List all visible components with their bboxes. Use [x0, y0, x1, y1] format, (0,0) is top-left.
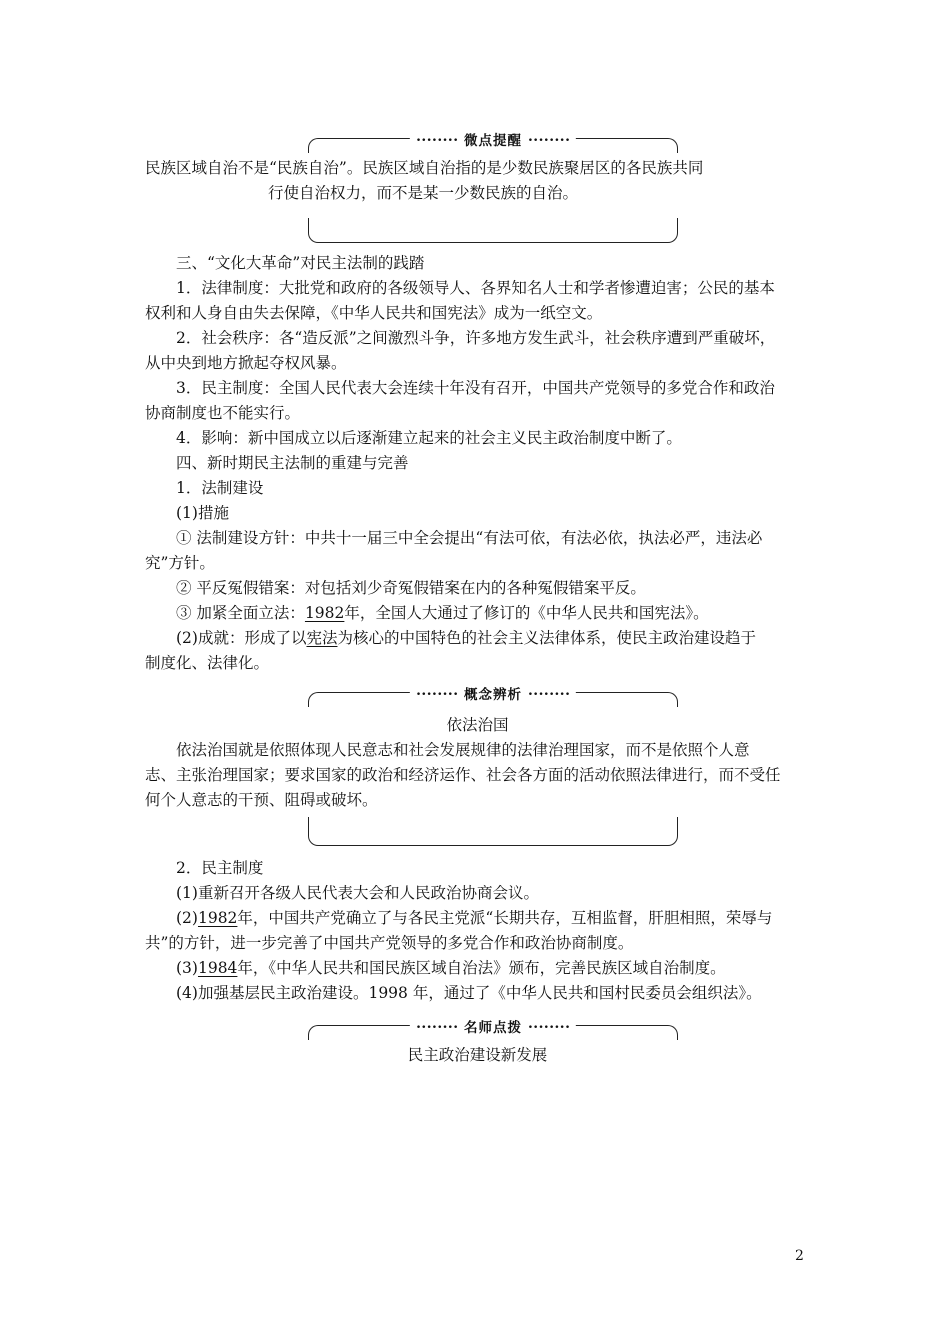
- paragraph-line: (4)加强基层民主政治建设。1998 年，通过了《中华人民共和国村民委员会组织法》。: [176, 984, 762, 1002]
- underlined-year: 1982: [304, 604, 345, 622]
- callout-frame-top: [308, 1020, 678, 1040]
- teacher-callout: [308, 1020, 678, 1045]
- callout-frame-top: [308, 687, 678, 707]
- paragraph-line: ① 法制建设方针：中共十一届三中全会提出“有法可依，有法必依，执法必严，违法必: [176, 529, 763, 547]
- paragraph-line: ③ 加紧全面立法：1982年，全国人大通过了修订的《中华人民共和国宪法》。: [176, 604, 709, 622]
- section-heading: 四、新时期民主法制的重建与完善: [176, 454, 409, 472]
- paragraph-line: 2．社会秩序：各“造反派”之间激烈斗争，许多地方发生武斗，社会秩序遭到严重破坏，: [176, 329, 776, 347]
- callout-frame-bottom: [308, 218, 678, 243]
- paragraph-line: (1)措施: [176, 504, 229, 522]
- paragraph-line: (3)1984年，《中华人民共和国民族区域自治法》颁布，完善民族区域自治制度。: [176, 959, 726, 977]
- callout-label: •••••••• 名师点拨 ••••••••: [410, 1016, 576, 1036]
- paragraph-line: ② 平反冤假错案：对包括刘少奇冤假错案在内的各种冤假错案平反。: [176, 579, 646, 597]
- underlined-year: 1982: [197, 909, 238, 927]
- callout-frame-bottom: [308, 817, 678, 846]
- paragraph-line: 1．法律制度：大批党和政府的各级领导人、各界知名人士和学者惨遭迫害；公民的基本: [176, 279, 775, 297]
- tip-text-line: 行使自治权力，而不是某一少数民族的自治。: [268, 184, 579, 202]
- paragraph-line: 究”方针。: [145, 554, 215, 572]
- concept-title: 依法治国: [446, 716, 509, 734]
- paragraph-line: 3．民主制度：全国人民代表大会连续十年没有召开，中国共产党领导的多党合作和政治: [176, 379, 775, 397]
- paragraph-line: 协商制度也不能实行。: [145, 404, 301, 422]
- teacher-title: 民主政治建设新发展: [407, 1046, 548, 1064]
- paragraph-line: 从中央到地方掀起夺权风暴。: [145, 354, 347, 372]
- concept-text-line: 依法治国就是依照体现人民意志和社会发展规律的法律治理国家，而不是依照个人意: [176, 741, 750, 759]
- callout-label: •••••••• 微点提醒 ••••••••: [410, 129, 576, 149]
- underlined-year: 1984: [197, 959, 238, 977]
- tip-text-line: 民族区域自治不是“民族自治”。民族区域自治指的是少数民族聚居区的各民族共同: [145, 159, 704, 177]
- paragraph-line: (2)1982年，中国共产党确立了与各民主党派“长期共存，互相监督，肝胆相照，荣辱与: [176, 909, 773, 927]
- page-number: 2: [795, 1248, 804, 1264]
- underlined-keyword: 宪法: [306, 629, 338, 647]
- concept-text-line: 志、主张治理国家；要求国家的政治和经济运作、社会各方面的活动依照法律进行，而不受任: [145, 766, 781, 784]
- paragraph-line: 权利和人身自由失去保障，《中华人民共和国宪法》成为一纸空文。: [145, 304, 603, 322]
- paragraph-line: (2)成就：形成了以宪法为核心的中国特色的社会主义法律体系，使民主政治建设趋于: [176, 629, 756, 647]
- paragraph-line: 制度化、法律化。: [145, 654, 270, 672]
- callout-frame-top: [308, 133, 678, 153]
- callout-label: •••••••• 概念辨析 ••••••••: [410, 683, 576, 703]
- paragraph-line: (1)重新召开各级人民代表大会和人民政治协商会议。: [176, 884, 539, 902]
- section-heading: 三、“文化大革命”对民主法制的践踏: [176, 254, 425, 272]
- paragraph-line: 共”的方针，进一步完善了中国共产党领导的多党合作和政治协商制度。: [145, 934, 634, 952]
- concept-text-line: 何个人意志的干预、阻碍或破坏。: [145, 791, 378, 809]
- paragraph-line: 4．影响：新中国成立以后逐渐建立起来的社会主义民主政治制度中断了。: [176, 429, 682, 447]
- subsection-heading: 1．法制建设: [176, 479, 264, 497]
- subsection-heading: 2．民主制度: [176, 859, 264, 877]
